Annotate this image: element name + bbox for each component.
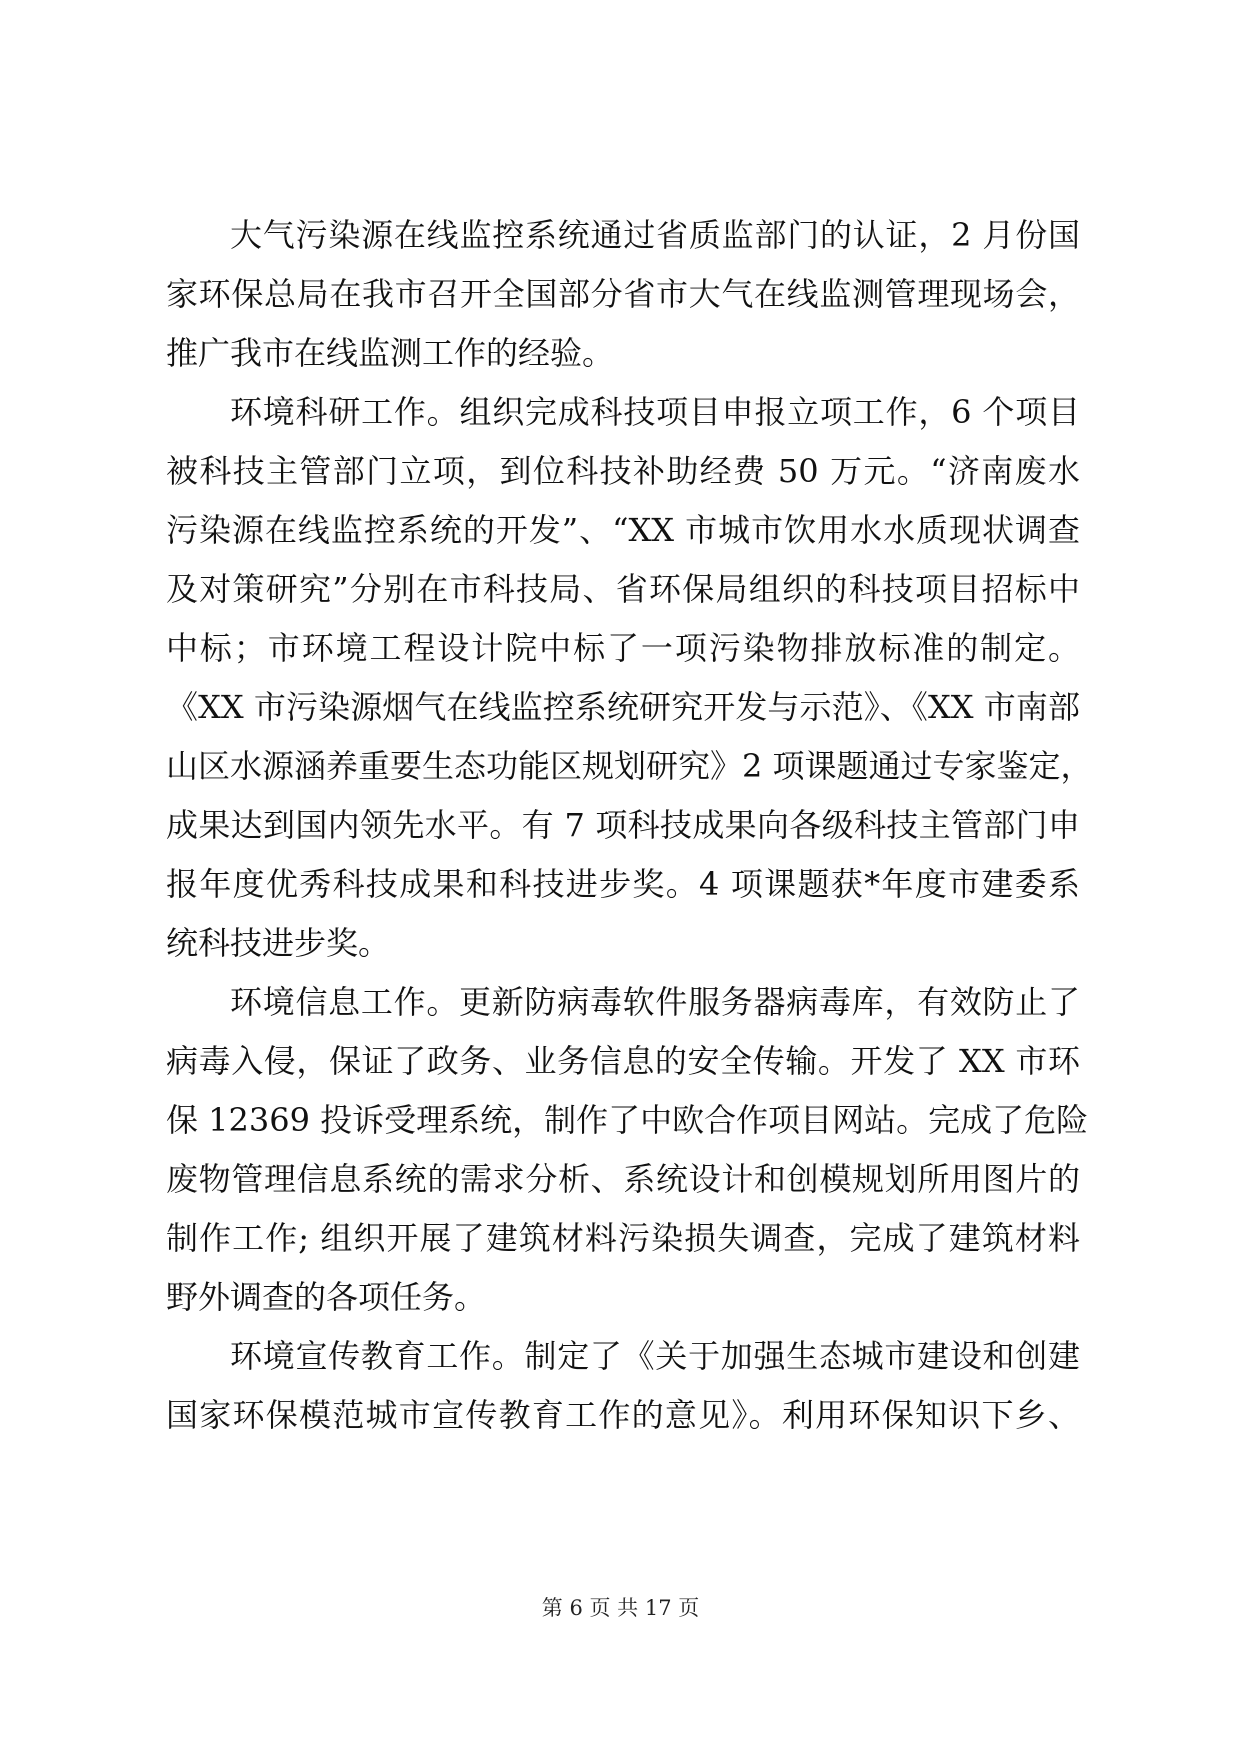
text-line: 环境宣传教育工作。制定了《关于加强生态城市建设和创建 [230,1337,1080,1375]
text-line: 污染源在线监控系统的开发”、“XX 市城市饮用水水质现状调查 [166,511,1080,549]
document-body [166,206,1093,1445]
paragraph-4 [166,1327,1080,1445]
text-line: 环境科研工作。组织完成科技项目申报立项工作，6 个项目 [230,393,1080,431]
text-line: 制作工作; 组织开展了建筑材料污染损失调查，完成了建筑材料 [166,1219,1080,1257]
paragraph-3 [166,973,1089,1327]
paragraph-2 [166,383,1093,973]
paragraph-1 [166,206,1080,383]
text-line: 及对策研究”分别在市科技局、省环保局组织的科技项目招标中 [166,570,1080,608]
page-number-footer: 第 6 页 共 17 页 [541,1596,700,1620]
text-line: 山区水源涵养重要生态功能区规划研究》2 项课题通过专家鉴定， [166,747,1093,785]
text-line: 推广我市在线监测工作的经验。 [166,334,615,372]
text-line: 《XX 市污染源烟气在线监控系统研究开发与示范》、《XX 市南部 [166,688,1080,726]
text-line: 成果达到国内领先水平。有 7 项科技成果向各级科技主管部门申 [166,806,1080,844]
text-line: 环境信息工作。更新防病毒软件服务器病毒库，有效防止了 [230,983,1080,1021]
text-line: 保 12369 投诉受理系统，制作了中欧合作项目网站。完成了危险 [166,1101,1089,1139]
text-line: 大气污染源在线监控系统通过省质监部门的认证，2 月份国 [230,216,1080,254]
text-line: 中标；市环境工程设计院中标了一项污染物排放标准的制定。 [166,629,1080,667]
text-line: 被科技主管部门立项，到位科技补助经费 50 万元。“济南废水 [166,452,1080,490]
text-line: 野外调查的各项任务。 [166,1278,487,1316]
text-line: 国家环保模范城市宣传教育工作的意见》。利用环保知识下乡、 [166,1396,1080,1434]
text-line: 报年度优秀科技成果和科技进步奖。4 项课题获*年度市建委系 [166,865,1080,903]
text-line: 病毒入侵，保证了政务、业务信息的安全传输。开发了 XX 市环 [166,1042,1080,1080]
text-line: 家环保总局在我市召开全国部分省市大气在线监测管理现场会， [166,275,1080,313]
text-line: 废物管理信息系统的需求分析、系统设计和创模规划所用图片的 [166,1160,1080,1198]
text-line: 统科技进步奖。 [166,924,391,962]
